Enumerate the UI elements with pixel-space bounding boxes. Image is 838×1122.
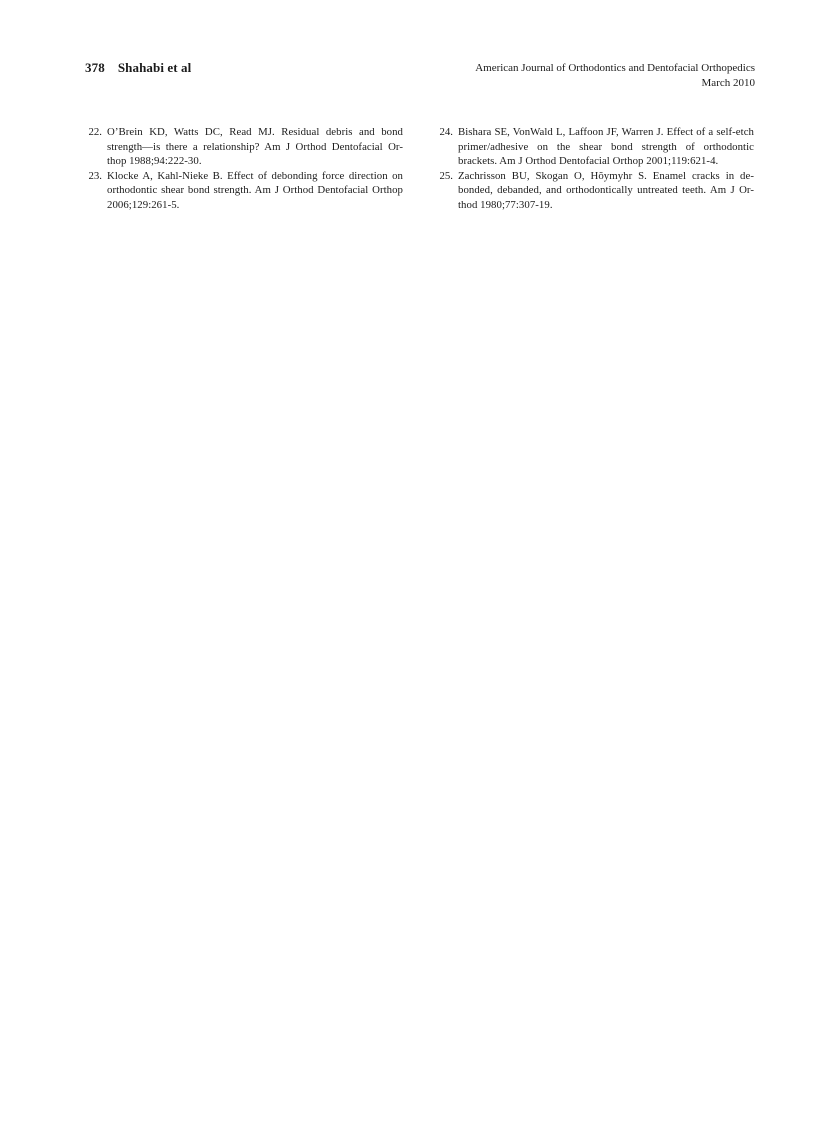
reference-text [107,169,403,213]
reference-item-25 [436,169,754,213]
references-column-left [85,125,403,213]
reference-number: 25. [439,169,453,182]
reference-text [458,125,754,169]
references-column-right [436,125,754,213]
reference-line: 2006;129:261-5. [107,198,180,211]
reference-line: Bishara SE, VonWald L, Laffoon JF, Warren J. Effect of a self-etch [458,126,754,138]
running-authors: Shahabi et al [117,60,192,75]
reference-number: 22. [88,126,102,138]
reference-line: Klocke A, Kahl-Nieke B. Effect of debonding force direction on [107,169,403,182]
reference-line: thop 1988;94:222-30. [107,155,202,168]
reference-line: bonded, debanded, and orthodontically untreated teeth. Am J Or- [458,184,754,197]
references-section [85,125,755,213]
reference-line: Zachrisson BU, Skogan O, Hõymyhr S. Enamel cracks in de- [458,169,754,182]
journal-title: American Journal of Orthodontics and Dentofacial Orthopedics [475,62,755,74]
reference-text [107,125,403,169]
issue-date: March 2010 [701,76,755,89]
running-head-left [85,60,191,76]
reference-line: O’Brein KD, Watts DC, Read MJ. Residual debris and bond [107,126,403,138]
reference-line: brackets. Am J Orthod Dentofacial Orthop 2001;119:621-4. [458,155,719,168]
reference-item-23 [85,169,403,213]
page-number: 378 [85,60,105,75]
reference-line: thod 1980;77:307-19. [458,198,553,211]
reference-line: orthodontic shear bond strength. Am J Orthod Dentofacial Orthop [107,184,403,197]
reference-line: strength—is there a relationship? Am J Orthod Dentofacial Or- [107,140,403,153]
reference-number: 23. [88,169,102,182]
reference-number: 24. [439,126,453,138]
reference-text [458,169,754,213]
reference-item-24 [436,125,754,169]
reference-line: primer/adhesive on the shear bond strength of orthodontic [458,140,754,153]
running-head-right [475,61,755,90]
reference-item-22 [85,125,403,169]
